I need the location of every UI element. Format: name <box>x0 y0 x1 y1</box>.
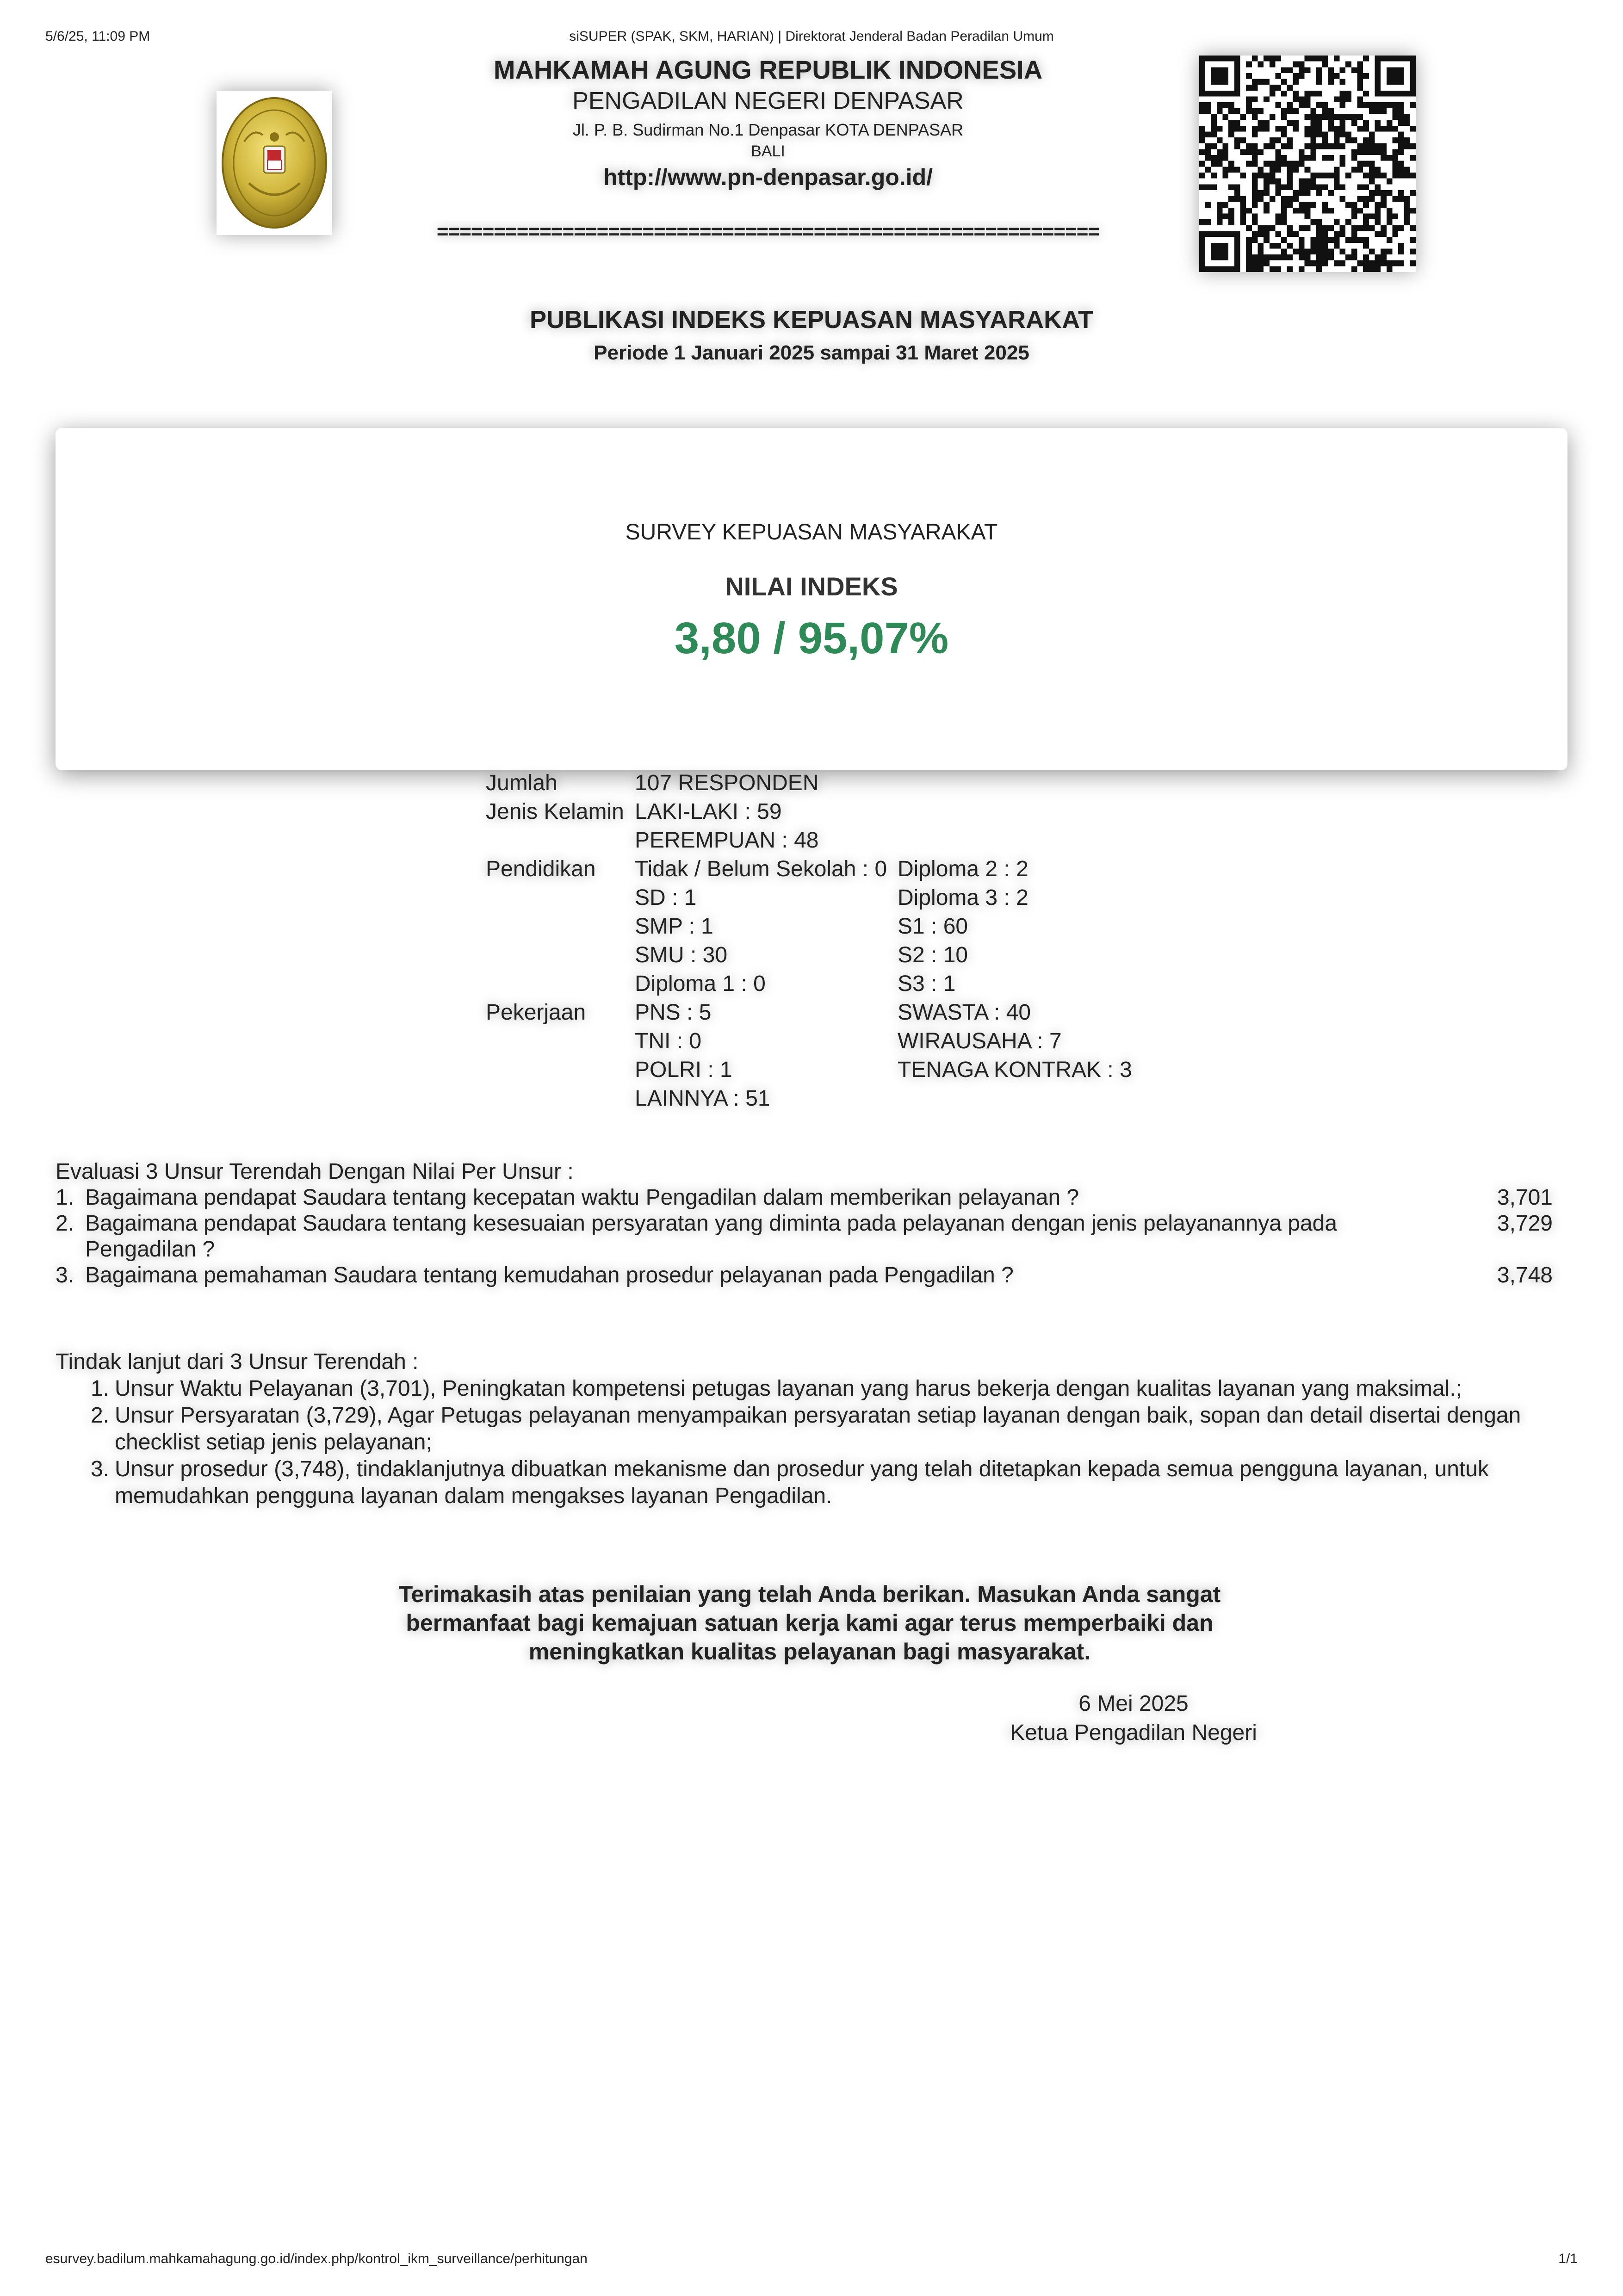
publication-title: PUBLIKASI INDEKS KEPUASAN MASYARAKAT <box>529 306 1094 334</box>
followup-item <box>56 1402 1559 1456</box>
education-item: Tidak / Belum Sekolah : 0 <box>635 857 887 881</box>
evaluation-item-question: Bagaimana pemahaman Saudara tentang kemudahan prosedur pelayanan pada Pengadilan ? <box>85 1263 1014 1287</box>
print-footer-page: 1/1 <box>1558 2251 1578 2266</box>
education-item: S3 : 1 <box>898 972 956 996</box>
stats-row-education <box>486 856 1175 885</box>
education-item: SMP : 1 <box>635 914 713 939</box>
job-item: LAINNYA : 51 <box>635 1086 770 1111</box>
evaluation-item-number: 2. <box>56 1211 74 1236</box>
education-item: Diploma 1 : 0 <box>635 972 766 996</box>
stats-row-education <box>486 942 1175 971</box>
jumlah-label: Jumlah <box>486 771 558 795</box>
stats-row-gender-female <box>486 828 1175 856</box>
mahkamah-agung-seal-logo <box>217 91 332 235</box>
jumlah-value: 107 RESPONDEN <box>635 771 819 795</box>
followup-item-text: Unsur Waktu Pelayanan (3,701), Peningkatan kompetensi petugas layanan yang harus bekerja dengan kualitas layanan yang maksimal.; <box>115 1376 1462 1401</box>
followup-item-number: 3. <box>90 1457 109 1481</box>
stats-row-education <box>486 885 1175 914</box>
stats-row-education <box>486 914 1175 942</box>
job-item: SWASTA : 40 <box>898 1000 1031 1025</box>
evaluation-item <box>56 1211 1559 1262</box>
evaluation-heading: Evaluasi 3 Unsur Terendah Dengan Nilai Per Unsur : <box>56 1159 574 1184</box>
index-card <box>56 428 1567 770</box>
education-item: SMU : 30 <box>635 943 728 967</box>
stats-row-job <box>486 1000 1175 1028</box>
survey-label: SURVEY KEPUASAN MASYARAKAT <box>625 520 998 545</box>
print-page-title: siSUPER (SPAK, SKM, HARIAN) | Direktorat Jenderal Badan Peradilan Umum <box>569 29 1054 44</box>
followup-item <box>56 1375 1559 1402</box>
followup-item-number: 1. <box>90 1376 109 1401</box>
job-item: POLRI : 1 <box>635 1058 732 1082</box>
gender-female: PEREMPUAN : 48 <box>635 828 819 853</box>
letterhead-website: http://www.pn-denpasar.go.id/ <box>603 164 933 190</box>
gender-label: Jenis Kelamin <box>486 799 624 824</box>
stats-row-job <box>486 1028 1175 1057</box>
stats-row-job <box>486 1057 1175 1086</box>
index-label: NILAI INDEKS <box>725 572 898 601</box>
gender-male: LAKI-LAKI : 59 <box>635 799 782 824</box>
stats-row-gender-male <box>486 799 1175 828</box>
print-footer-url: esurvey.badilum.mahkamahagung.go.id/index.php/kontrol_ikm_surveillance/perhitungan <box>45 2251 588 2266</box>
thanks-message: Terimakasih atas penilaian yang telah Anda berikan. Masukan Anda sangat bermanfaat bagi kemajuan satuan kerja kami agar terus memperbaiki dan meningkatkan kualitas pelayanan bagi masyarakat. <box>398 1581 1221 1665</box>
letterhead-address: Jl. P. B. Sudirman No.1 Denpasar KOTA DENPASAR <box>572 120 964 139</box>
evaluation-item-question: Bagaimana pendapat Saudara tentang kecepatan waktu Pengadilan dalam memberikan pelayanan ? <box>85 1185 1079 1210</box>
signature-title: Ketua Pengadilan Negeri <box>1010 1720 1257 1745</box>
evaluation-item-question: Bagaimana pendapat Saudara tentang kesesuaian persyaratan yang diminta pada pelayanan dengan jenis pelayanannya pada Pengadilan ? <box>85 1211 1338 1262</box>
education-item: S2 : 10 <box>898 943 968 967</box>
evaluation-item <box>56 1185 1559 1211</box>
followup-heading: Tindak lanjut dari 3 Unsur Terendah : <box>56 1349 419 1374</box>
followup-item-text: Unsur prosedur (3,748), tindaklanjutnya dibuatkan mekanisme dan prosedur yang telah ditetapkan kepada semua pengguna layanan, untuk memudahkan pengguna layanan dalam mengakses layanan Pengadilan. <box>115 1457 1489 1508</box>
evaluation-item-number: 3. <box>56 1263 74 1287</box>
evaluation-item-value: 3,701 <box>1497 1185 1553 1210</box>
followup-item <box>56 1456 1559 1510</box>
index-value: 3,80 / 95,07% <box>674 613 949 663</box>
signature-date: 6 Mei 2025 <box>1078 1691 1189 1716</box>
job-item: TNI : 0 <box>635 1029 702 1053</box>
education-item: Diploma 3 : 2 <box>898 885 1028 910</box>
job-item: WIRAUSAHA : 7 <box>898 1029 1062 1053</box>
education-item: Diploma 2 : 2 <box>898 857 1028 881</box>
education-item: SD : 1 <box>635 885 697 910</box>
publication-period: Periode 1 Januari 2025 sampai 31 Maret 2025 <box>594 341 1029 364</box>
job-item: PNS : 5 <box>635 1000 712 1025</box>
evaluation-item-value: 3,748 <box>1497 1263 1553 1287</box>
letterhead-divider: ========================================================== <box>436 220 1100 243</box>
followup-item-text: Unsur Persyaratan (3,729), Agar Petugas pelayanan menyampaikan persyaratan setiap layanan dengan baik, sopan dan detail disertai dengan checklist setiap jenis pelayanan; <box>115 1403 1521 1454</box>
stats-row-job <box>486 1086 1175 1114</box>
education-label: Pendidikan <box>486 857 596 881</box>
job-label: Pekerjaan <box>486 1000 586 1025</box>
stats-row-education <box>486 971 1175 1000</box>
print-datetime: 5/6/25, 11:09 PM <box>45 29 150 44</box>
followup-section <box>56 1349 1559 1510</box>
followup-item-number: 2. <box>90 1403 109 1428</box>
letterhead-province: BALI <box>751 142 785 160</box>
evaluation-section <box>56 1159 1559 1288</box>
stats-row-jumlah <box>486 770 1175 799</box>
education-item: S1 : 60 <box>898 914 968 939</box>
respondent-stats-table <box>486 770 1175 1114</box>
evaluation-item-number: 1. <box>56 1185 74 1210</box>
evaluation-item <box>56 1262 1559 1288</box>
qr-code <box>1199 56 1416 272</box>
letterhead-court-name: MAHKAMAH AGUNG REPUBLIK INDONESIA <box>493 55 1043 84</box>
job-item: TENAGA KONTRAK : 3 <box>898 1058 1132 1082</box>
evaluation-item-value: 3,729 <box>1497 1211 1553 1236</box>
letterhead-district-court: PENGADILAN NEGERI DENPASAR <box>572 87 964 114</box>
